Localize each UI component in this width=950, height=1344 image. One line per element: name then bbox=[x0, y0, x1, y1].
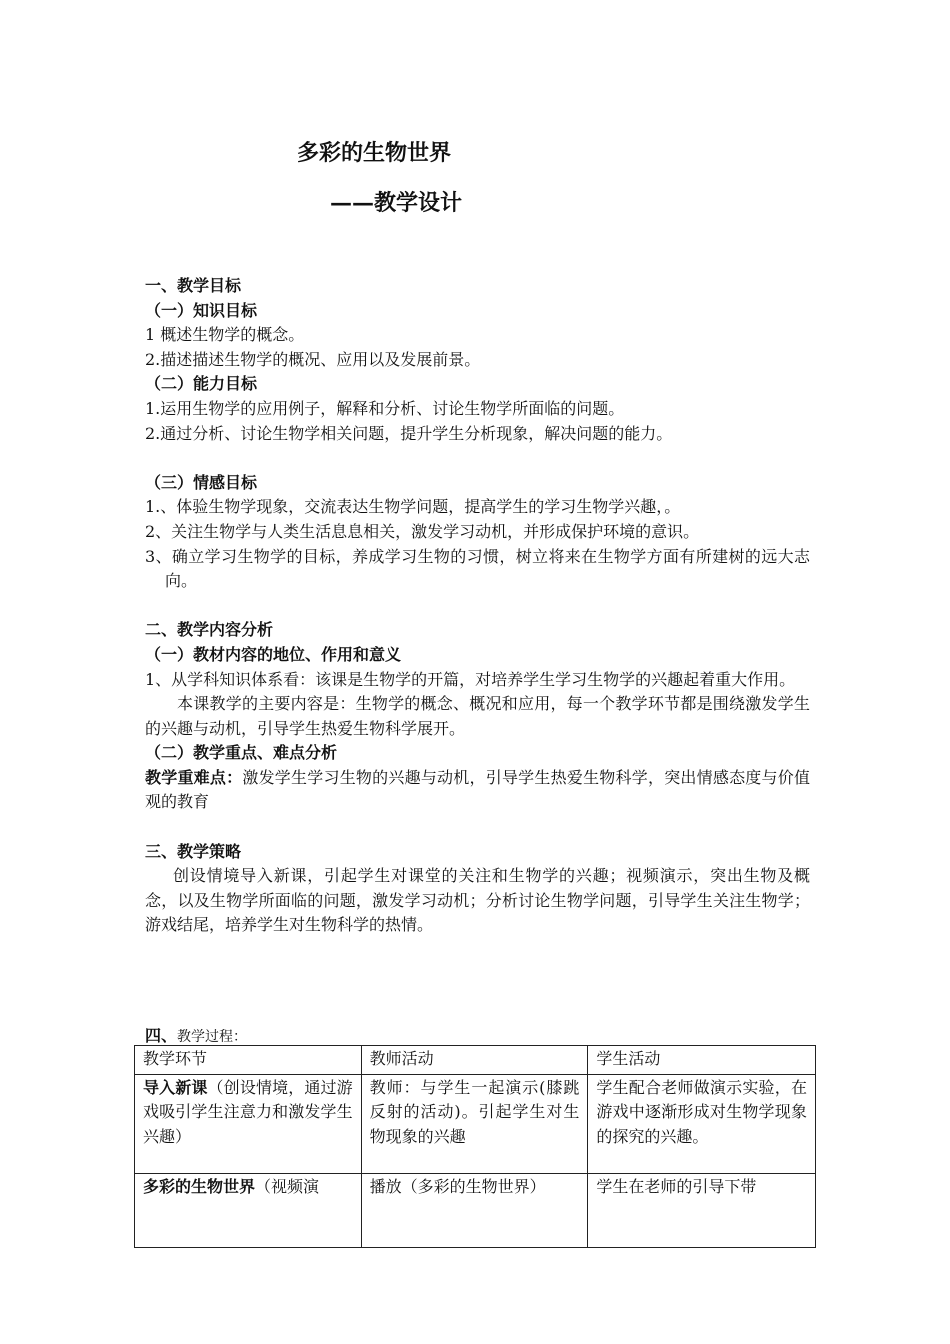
subheading-key-points: （二）教学重点、难点分析 bbox=[145, 743, 338, 763]
table-header-cell: 学生活动 bbox=[588, 1046, 816, 1075]
spacer bbox=[145, 446, 810, 471]
document-title: 多彩的生物世界 bbox=[297, 140, 452, 166]
knowledge-item: 2.描述描述生物学的概况、应用以及发展前景。 bbox=[145, 349, 481, 369]
section-heading-content-analysis: 二、教学内容分析 bbox=[145, 620, 274, 640]
subheading-knowledge: （一）知识目标 bbox=[145, 300, 258, 320]
table-cell-teacher: 教师：与学生一起演示(膝跳反射的活动)。引起学生对生物现象的兴趣 bbox=[361, 1074, 588, 1173]
section-heading-objectives: 一、教学目标 bbox=[145, 276, 242, 295]
spacer bbox=[145, 815, 810, 840]
stage-name: 导入新课 bbox=[143, 1077, 208, 1097]
key-points-paragraph bbox=[145, 766, 810, 815]
material-paragraph: 本课教学的主要内容是：生物学的概念、概况和应用，每一个教学环节都是围绕激发学生的兴趣与动机，引导学生热爱生物科学展开。 bbox=[145, 694, 810, 738]
stage-name: 多彩的生物世界 bbox=[143, 1176, 256, 1196]
material-paragraph: 1、从学科知识体系看：该课是生物学的开篇，对培养学生学习生物学的兴趣起着重大作用。 bbox=[145, 669, 796, 689]
table-cell-stage bbox=[135, 1173, 362, 1247]
stage-note: （视频演 bbox=[255, 1176, 320, 1196]
ability-item: 1.运用生物学的应用例子，解释和分析、讨论生物学所面临的问题。 bbox=[145, 398, 625, 418]
table-cell-student: 学生配合老师做演示实验，在游戏中逐渐形成对生物学现象的探究的兴趣。 bbox=[588, 1074, 816, 1173]
strategy-paragraph: 创设情境导入新课，引起学生对课堂的关注和生物学的兴趣；视频演示，突出生物及概念，以及生物学所面临的问题，激发学习动机；分析讨论生物学问题，引导学生关注生物学；游戏结尾，培养学生对生物科学的热情。 bbox=[145, 866, 810, 935]
table-cell-teacher: 播放（多彩的生物世界） bbox=[361, 1173, 588, 1247]
subheading-material: （一）教材内容的地位、作用和意义 bbox=[145, 644, 402, 664]
document-body bbox=[145, 274, 810, 938]
process-table bbox=[134, 1045, 816, 1248]
emotion-item: 1.、体验生物学现象，交流表达生物学问题，提高学生的学习生物学兴趣，。 bbox=[145, 497, 681, 517]
section-heading-process bbox=[145, 1023, 247, 1046]
key-points-label: 教学重难点： bbox=[145, 767, 243, 787]
table-cell-student: 学生在老师的引导下带 bbox=[588, 1173, 816, 1247]
ability-item: 2.通过分析、讨论生物学相关问题，提升学生分析现象，解决问题的能力。 bbox=[145, 423, 673, 443]
spacer bbox=[145, 594, 810, 619]
document-subtitle: ——教学设计 bbox=[330, 190, 463, 216]
key-points-text: 激发学生学习生物的兴趣与动机，引导学生热爱生物科学，突出情感态度与价值观的教育 bbox=[145, 767, 810, 812]
table-row bbox=[135, 1173, 816, 1247]
subheading-emotion: （三）情感目标 bbox=[145, 472, 258, 492]
stage-note: （创设情境，通过游戏吸引学生注意力和激发学生兴趣） bbox=[143, 1077, 353, 1146]
emotion-item: 3、确立学习生物学的目标，养成学习生物的习惯，树立将来在生物学方面有所建树的远大志向。 bbox=[145, 546, 810, 591]
process-heading-number: 四、 bbox=[145, 1026, 178, 1045]
table-cell-stage bbox=[135, 1074, 362, 1173]
table-header-cell: 教师活动 bbox=[361, 1046, 588, 1075]
section-heading-strategy: 三、教学策略 bbox=[145, 841, 242, 861]
process-heading-text: 教学过程： bbox=[177, 1029, 248, 1045]
table-header-cell: 教学环节 bbox=[135, 1046, 362, 1075]
knowledge-item: 1 概述生物学的概念。 bbox=[145, 325, 305, 345]
table-header-row bbox=[135, 1046, 816, 1075]
emotion-item: 2、关注生物学与人类生活息息相关，激发学习动机，并形成保护环境的意识。 bbox=[145, 521, 700, 541]
table-row bbox=[135, 1074, 816, 1173]
subheading-ability: （二）能力目标 bbox=[145, 374, 258, 394]
